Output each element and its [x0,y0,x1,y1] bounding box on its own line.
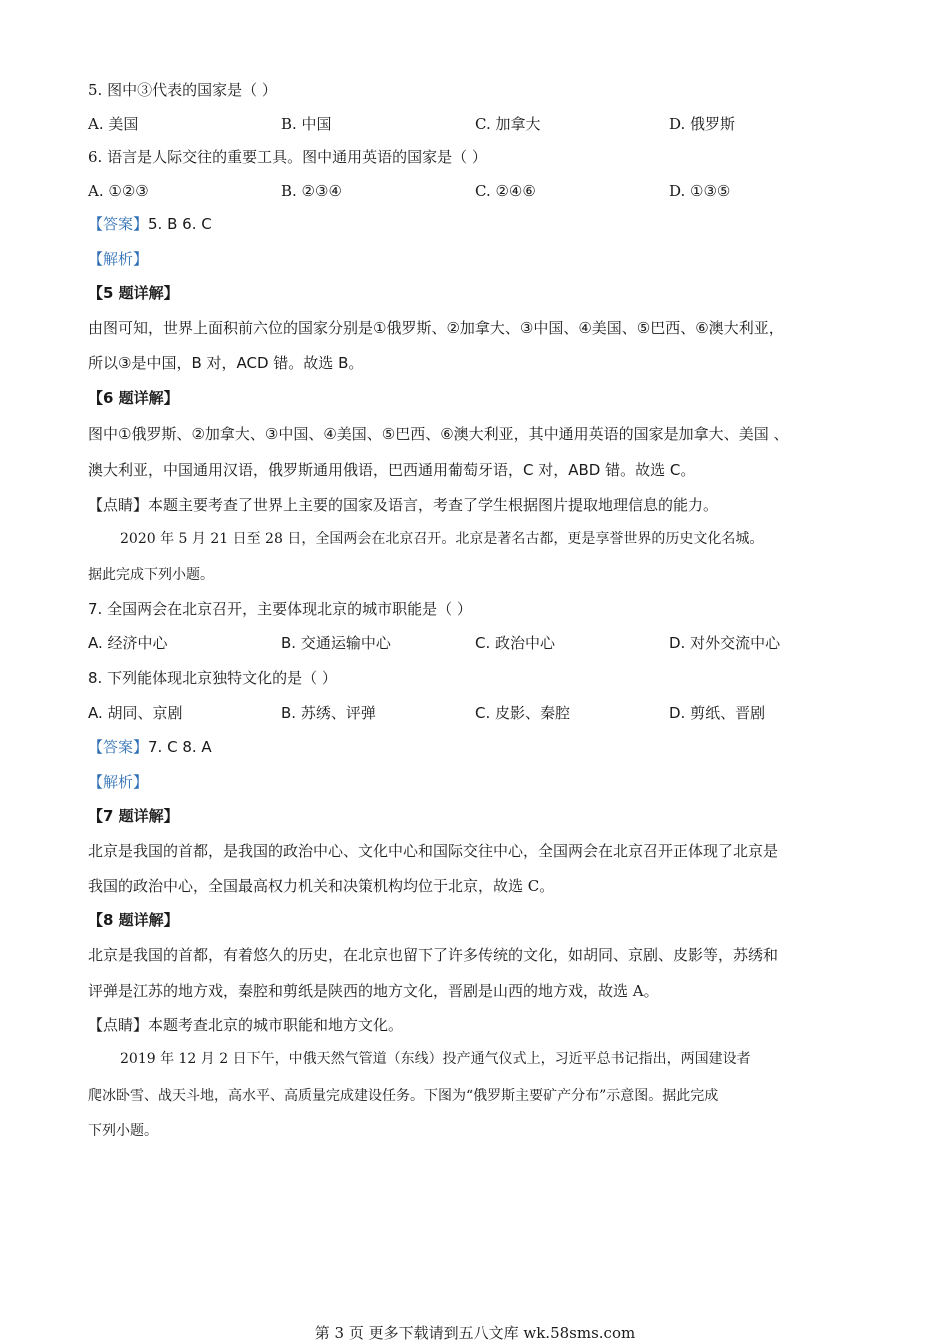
q7-option-c: C. 政治中心 [475,634,556,652]
detail-8-line-1: 北京是我国的首都，有着悠久的历史，在北京也留下了许多传统的文化，如胡同、京剧、皮影等，苏绣和 [88,946,779,964]
q8-option-b: B. 苏绣、评弹 [281,704,376,722]
passage-2-line-3: 下列小题。 [88,1123,158,1139]
q8-stem: 8. 下列能体现北京独特文化的是（ ） [88,669,337,687]
detail-7-line-1: 北京是我国的首都，是我国的政治中心、文化中心和国际交往中心，全国两会在北京召开正体现了北京是 [88,842,779,860]
q6-option-d: D. ①③⑤ [669,182,731,200]
detail-8-heading: 【8 题详解】 [88,911,179,929]
detail-6-line-1: 图中①俄罗斯、②加拿大、③中国、④美国、⑤巴西、⑥澳大利亚，其中通用英语的国家是加拿大、美国 、 [88,425,789,443]
answer-tag: 【答案】 [88,738,149,756]
detail-5-heading: 【5 题详解】 [88,284,179,302]
q5-option-b: B. 中国 [281,115,332,133]
detail-7-line-2: 我国的政治中心，全国最高权力机关和决策机构均位于北京，故选 C。 [88,877,555,895]
answer-7-8 [88,737,212,757]
q8-option-d: D. 剪纸、晋剧 [669,704,766,722]
remark-2: 【点睛】本题考查北京的城市职能和地方文化。 [88,1016,404,1034]
detail-7-heading: 【7 题详解】 [88,807,179,825]
answer-5-6 [88,214,212,234]
passage-1-line-1: 2020 年 5 月 21 日至 28 日，全国两会在北京召开。北京是著名古都，更是享誉世界的历史文化名城。 [120,531,764,547]
answer-tag: 【答案】 [88,215,149,233]
q5-option-a: A. 美国 [88,115,139,133]
q7-option-a: A. 经济中心 [88,634,168,652]
detail-8-line-2: 评弹是江苏的地方戏，秦腔和剪纸是陕西的地方文化，晋剧是山西的地方戏，故选 A。 [88,982,659,1000]
detail-6-heading: 【6 题详解】 [88,389,179,407]
q6-option-a: A. ①②③ [88,182,149,200]
q6-option-c: C. ②④⑥ [475,182,536,200]
analysis-tag: 【解析】 [88,250,149,268]
passage-2-line-2: 爬冰卧雪、战天斗地，高水平、高质量完成建设任务。下图为“俄罗斯主要矿产分布”示意图。据此完成 [88,1088,719,1104]
detail-6-line-2: 澳大利亚，中国通用汉语，俄罗斯通用俄语，巴西通用葡萄牙语，C 对，ABD 错。故选 C。 [88,461,696,479]
page-footer: 第 3 页 更多下载请到五八文库 wk.58sms.com [314,1324,636,1342]
q7-stem: 7. 全国两会在北京召开，主要体现北京的城市职能是（ ） [88,600,472,618]
answer-text: 5. B 6. C [148,215,212,233]
remark-1: 【点睛】本题主要考查了世界上主要的国家及语言，考查了学生根据图片提取地理信息的能力。 [88,496,719,514]
q7-option-b: B. 交通运输中心 [281,634,391,652]
q5-option-d: D. 俄罗斯 [669,115,736,133]
detail-5-line-1: 由图可知，世界上面积前六位的国家分别是①俄罗斯、②加拿大、③中国、④美国、⑤巴西、⑥澳大利亚， [88,319,784,337]
passage-2-line-1: 2019 年 12 月 2 日下午，中俄天然气管道（东线）投产通气仪式上，习近平总书记指出，两国建设者 [120,1051,751,1067]
answer-text: 7. C 8. A [148,738,212,756]
passage-1-line-2: 据此完成下列小题。 [88,567,214,583]
q6-option-b: B. ②③④ [281,182,342,200]
q6-stem: 6. 语言是人际交往的重要工具。图中通用英语的国家是（ ） [88,148,487,166]
q7-option-d: D. 对外交流中心 [669,634,781,652]
analysis-tag: 【解析】 [88,773,149,791]
q8-option-a: A. 胡同、京剧 [88,704,183,722]
q5-stem: 5. 图中③代表的国家是（ ） [88,81,277,99]
q5-option-c: C. 加拿大 [475,115,541,133]
detail-5-line-2: 所以③是中国，B 对，ACD 错。故选 B。 [88,354,364,372]
q8-option-c: C. 皮影、秦腔 [475,704,571,722]
